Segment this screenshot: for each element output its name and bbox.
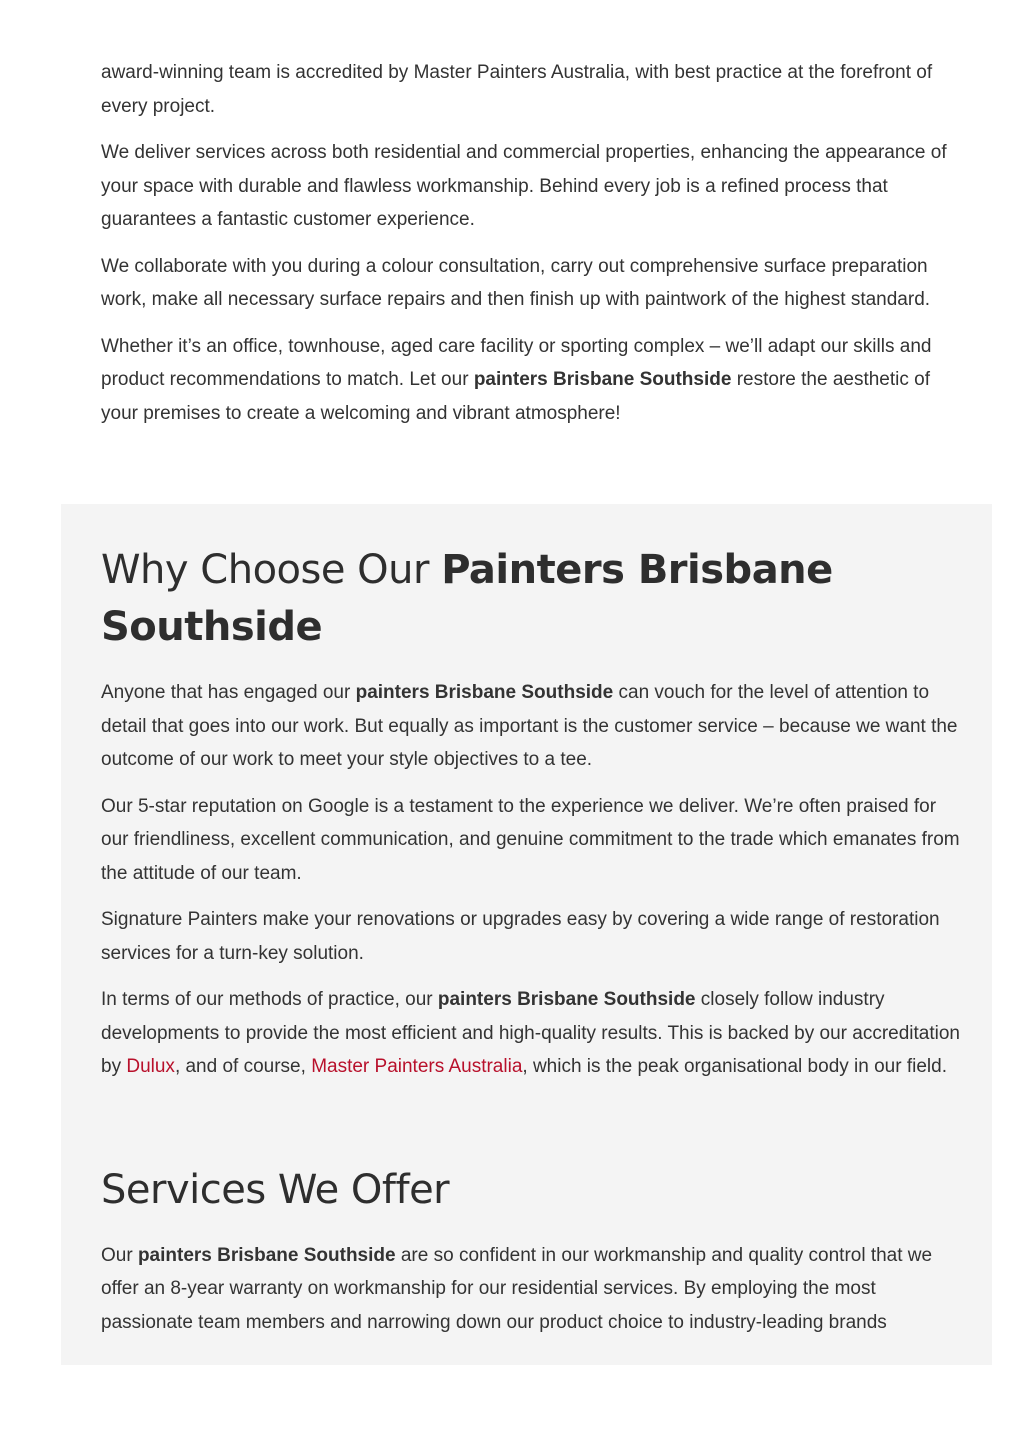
why-p4-text-mid-2: , and of course, — [174, 1056, 312, 1077]
why-p4-text-mid-1: closely follow industry developments to provide the most efficient and high-quality results. This is backed by our accreditation by — [101, 989, 960, 1077]
why-paragraph-4 — [101, 983, 961, 1084]
services-p1-keyword: painters Brisbane Southside — [137, 1244, 396, 1266]
why-heading-prefix: Why Choose Our — [101, 547, 442, 593]
intro-paragraph-4 — [101, 330, 961, 431]
master-painters-australia-link[interactable]: Master Painters Australia — [311, 1056, 523, 1077]
services-p1-text-start: Our — [101, 1244, 138, 1266]
why-paragraph-2: Our 5-star reputation on Google is a testament to the experience we deliver. We’re often praised for our friendliness, excellent communication, and genuine commitment to the trade which emanates from the attitude of our team. — [101, 795, 960, 884]
services-heading: Services We Offer — [101, 1166, 450, 1213]
why-p4-text-end: , which is the peak organisational body in our field. — [522, 1056, 947, 1077]
intro-p4-keyword: painters Brisbane Southside — [473, 369, 732, 390]
why-choose-content — [101, 542, 961, 1352]
intro-paragraph-2: We deliver services across both residential and commercial properties, enhancing the appearance of your space with durable and flawless workmanship. Behind every job is a refined process that guarantees a fantastic customer experience. — [101, 142, 947, 230]
why-p1-text-end: can vouch for the level of attention to detail that goes into our work. But equally as important is the customer service – because we want the outcome of our work to meet your style objectives to a tee. — [101, 682, 958, 770]
why-paragraph-3: Signature Painters make your renovations or upgrades easy by covering a wide range of restoration services for a turn-key solution. — [101, 909, 940, 964]
why-p4-text-start: In terms of our methods of practice, our — [101, 989, 438, 1010]
intro-paragraph-1: award-winning team is accredited by Master Painters Australia, with best practice at the forefront of every project. — [101, 62, 933, 117]
why-p1-keyword: painters Brisbane Southside — [355, 682, 614, 703]
why-p1-text-start: Anyone that has engaged our — [101, 682, 356, 703]
services-p1-text-end: are so confident in our workmanship and quality control that we offer an 8-year warranty on workmanship for our residential services. By employing the most passionate team members and narrowing down our product choice to industry-leading brands — [101, 1244, 933, 1333]
why-paragraph-1 — [101, 676, 961, 777]
why-heading-keyword: Painters Brisbane Southside — [101, 547, 833, 650]
why-choose-heading — [101, 542, 961, 656]
intro-paragraph-3: We collaborate with you during a colour consultation, carry out comprehensive surface preparation work, make all necessary surface repairs and then finish up with paintwork of the highest standard. — [101, 255, 931, 310]
intro-section — [101, 56, 961, 443]
why-choose-section — [61, 504, 992, 1365]
intro-p4-text-start: Whether it’s an office, townhouse, aged care facility or sporting complex – we’ll adapt our skills and product recommendations to match. Let our — [101, 335, 932, 390]
dulux-link[interactable]: Dulux — [126, 1056, 175, 1077]
services-paragraph-1 — [101, 1239, 961, 1340]
why-p4-keyword: painters Brisbane Southside — [437, 989, 696, 1010]
intro-p4-text-end: restore the aesthetic of your premises to create a welcoming and vibrant atmosphere! — [101, 369, 930, 424]
